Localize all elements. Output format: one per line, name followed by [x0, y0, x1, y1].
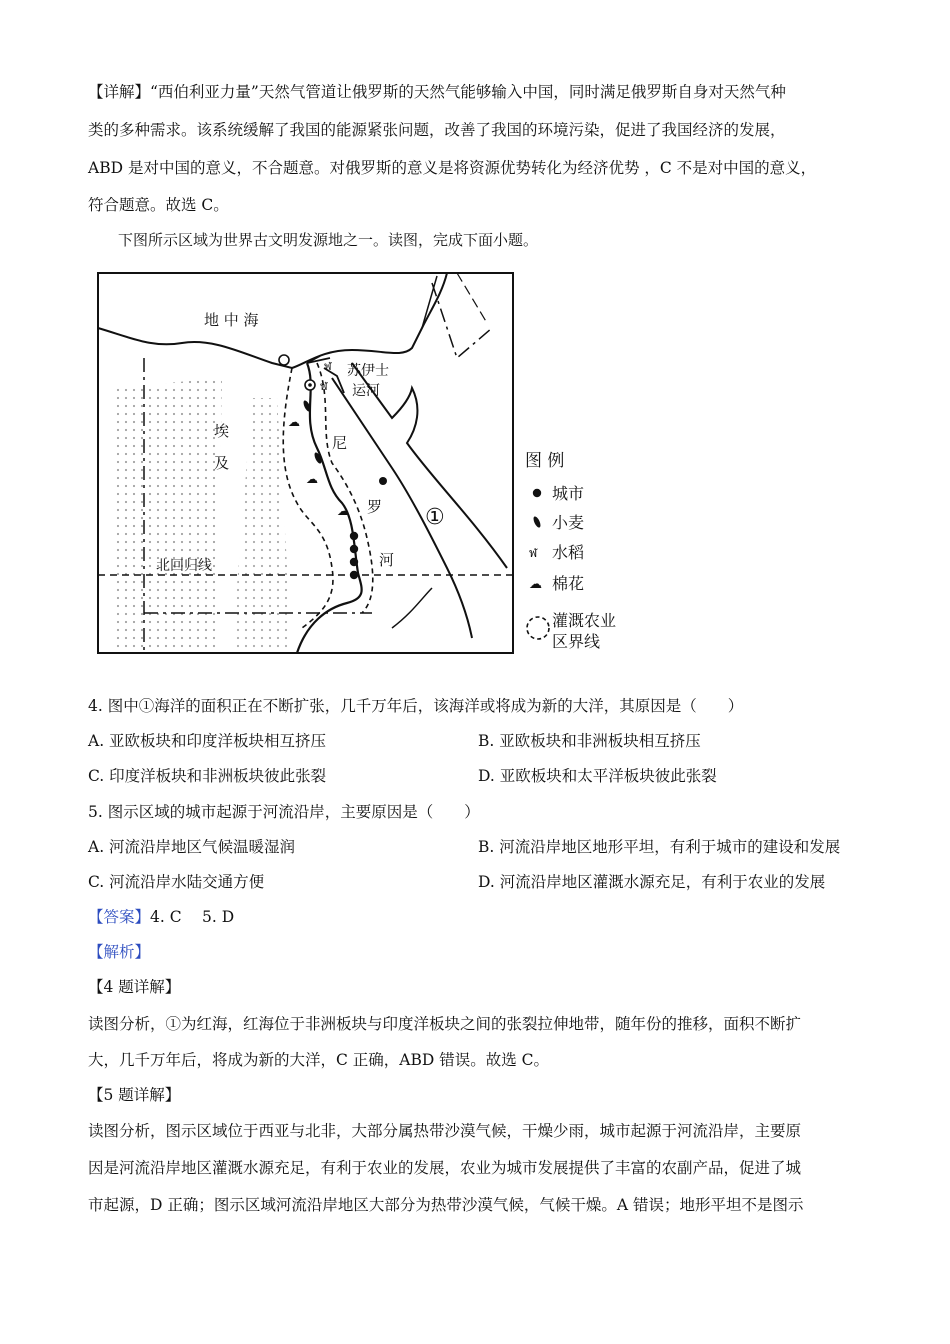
legend-wheat-symbol: [532, 515, 542, 528]
q5-stem: 5. 图示区域的城市起源于河流沿岸，主要原因是（ ）: [88, 803, 480, 821]
question-prompt: 下图所示区域为世界古文明发源地之一。读图，完成下面小题。: [118, 231, 539, 249]
city-nile-3: [350, 558, 358, 566]
legend-wheat: 小麦: [552, 513, 585, 532]
river-label-3: 河: [379, 551, 395, 569]
city-alexandria: [279, 355, 289, 365]
map-legend: [525, 451, 616, 651]
river-label-2: 罗: [367, 498, 383, 516]
q4-stem: 4. 图中①海洋的面积正在不断扩张，几千万年后，该海洋或将成为新的大洋，其原因是（ ）: [88, 697, 744, 715]
country-label-1: 埃: [214, 422, 230, 440]
lower-coast: [392, 588, 432, 628]
tropic-label: 北回归线: [156, 558, 212, 574]
city-cairo-center: [308, 383, 312, 387]
intro-line-1: 【详解】“西伯利亚力量”天然气管道让俄罗斯的天然气能够输入中国，同时满足俄罗斯自身对天然气种: [88, 83, 786, 101]
q5-option-c[interactable]: C. 河流沿岸水陆交通方便: [88, 873, 265, 891]
cotton-symbol: ☁: [288, 415, 300, 429]
legend-city-symbol: [533, 489, 541, 497]
sea-label: 地 中 海: [204, 311, 259, 329]
cotton-symbol: ☁: [337, 504, 349, 518]
q4-option-a[interactable]: A. 亚欧板块和印度洋板块相互挤压: [88, 732, 327, 750]
mediterranean-coastline: [98, 273, 447, 368]
desert-area-west: [112, 378, 222, 648]
legend-irrigation-symbol: [527, 617, 549, 639]
d4-line-1: 读图分析，①为红海，红海位于非洲板块与印度洋板块之间的张裂拉伸地带，随年份的推移，面积不断扩: [88, 1015, 802, 1033]
intro-line-2: 类的多种需求。该系统缓解了我国的能源紧张问题，改善了我国的环境污染，促进了我国经济的发展，: [88, 121, 786, 139]
d5-title: 【5 题详解】: [88, 1086, 181, 1104]
d5-line-1: 读图分析，图示区域位于西亚与北非，大部分属热带沙漠气候，干燥少雨，城市起源于河流沿岸，主要原: [88, 1122, 802, 1140]
city-nile-4: [350, 571, 358, 579]
legend-irrigation-1: 灌溉农业: [552, 611, 617, 630]
country-label-2: 及: [214, 454, 230, 472]
city-red-sea: [379, 477, 387, 485]
canal-label-1: 苏伊士: [347, 363, 389, 379]
legend-rice-symbol: ฬ: [529, 546, 538, 560]
rice-symbol: ฬ: [320, 380, 328, 393]
border-northeast: [432, 283, 492, 358]
red-sea-west-coast: [332, 378, 472, 638]
q5-option-a[interactable]: A. 河流沿岸地区气候温暖湿润: [88, 838, 296, 856]
answer-label: 【答案】: [88, 908, 151, 926]
intro-line-4: 符合题意。故选 C。: [88, 196, 229, 214]
cotton-symbol: ☁: [306, 472, 318, 486]
legend-city: 城市: [552, 484, 585, 503]
legend-cotton-symbol: ☁: [529, 577, 542, 592]
legend-rice: 水稻: [552, 543, 585, 562]
legend-cotton: 棉花: [552, 574, 585, 593]
d4-title: 【4 题详解】: [88, 978, 181, 996]
legend-title: 图 例: [525, 451, 565, 471]
d5-line-3: 市起源，D 正确；图示区域河流沿岸地区大部分为热带沙漠气候，气候干燥。A 错误；地形平坦不是图示: [88, 1196, 804, 1214]
border-east: [457, 273, 487, 323]
q5-option-d[interactable]: D. 河流沿岸地区灌溉水源充足，有利于农业的发展: [478, 873, 826, 891]
canal-label-2: 运河: [352, 383, 380, 399]
egypt-map: [92, 268, 632, 658]
desert-area-center: [232, 398, 292, 648]
intro-line-3: ABD 是对中国的意义，不合题意。对俄罗斯的意义是将资源优势转化为经济优势 ，C 不是对中国的意义，: [88, 159, 817, 177]
answer-row: [88, 907, 234, 927]
d5-line-2: 因是河流沿岸地区灌溉水源充足，有利于农业的发展，农业为城市发展提供了丰富的农副产品，促进了城: [88, 1159, 802, 1177]
rice-symbol: ฬ: [324, 360, 332, 373]
city-nile-1: [350, 532, 358, 540]
d4-line-2: 大，几千万年后，将成为新的大洋，C 正确，ABD 错误。故选 C。: [88, 1051, 550, 1069]
red-sea-marker: ①: [425, 505, 445, 530]
answer-value: 4. C 5. D: [150, 908, 235, 926]
river-label-1: 尼: [332, 434, 348, 452]
q4-option-d[interactable]: D. 亚欧板块和太平洋板块彼此张裂: [478, 767, 717, 785]
analysis-label: 【解析】: [88, 943, 151, 961]
q4-option-b[interactable]: B. 亚欧板块和非洲板块相互挤压: [478, 732, 701, 750]
legend-irrigation-2: 区界线: [552, 632, 601, 651]
city-nile-2: [350, 545, 358, 553]
q4-option-c[interactable]: C. 印度洋板块和非洲板块彼此张裂: [88, 767, 327, 785]
q5-option-b[interactable]: B. 河流沿岸地区地形平坦，有利于城市的建设和发展: [478, 838, 841, 856]
